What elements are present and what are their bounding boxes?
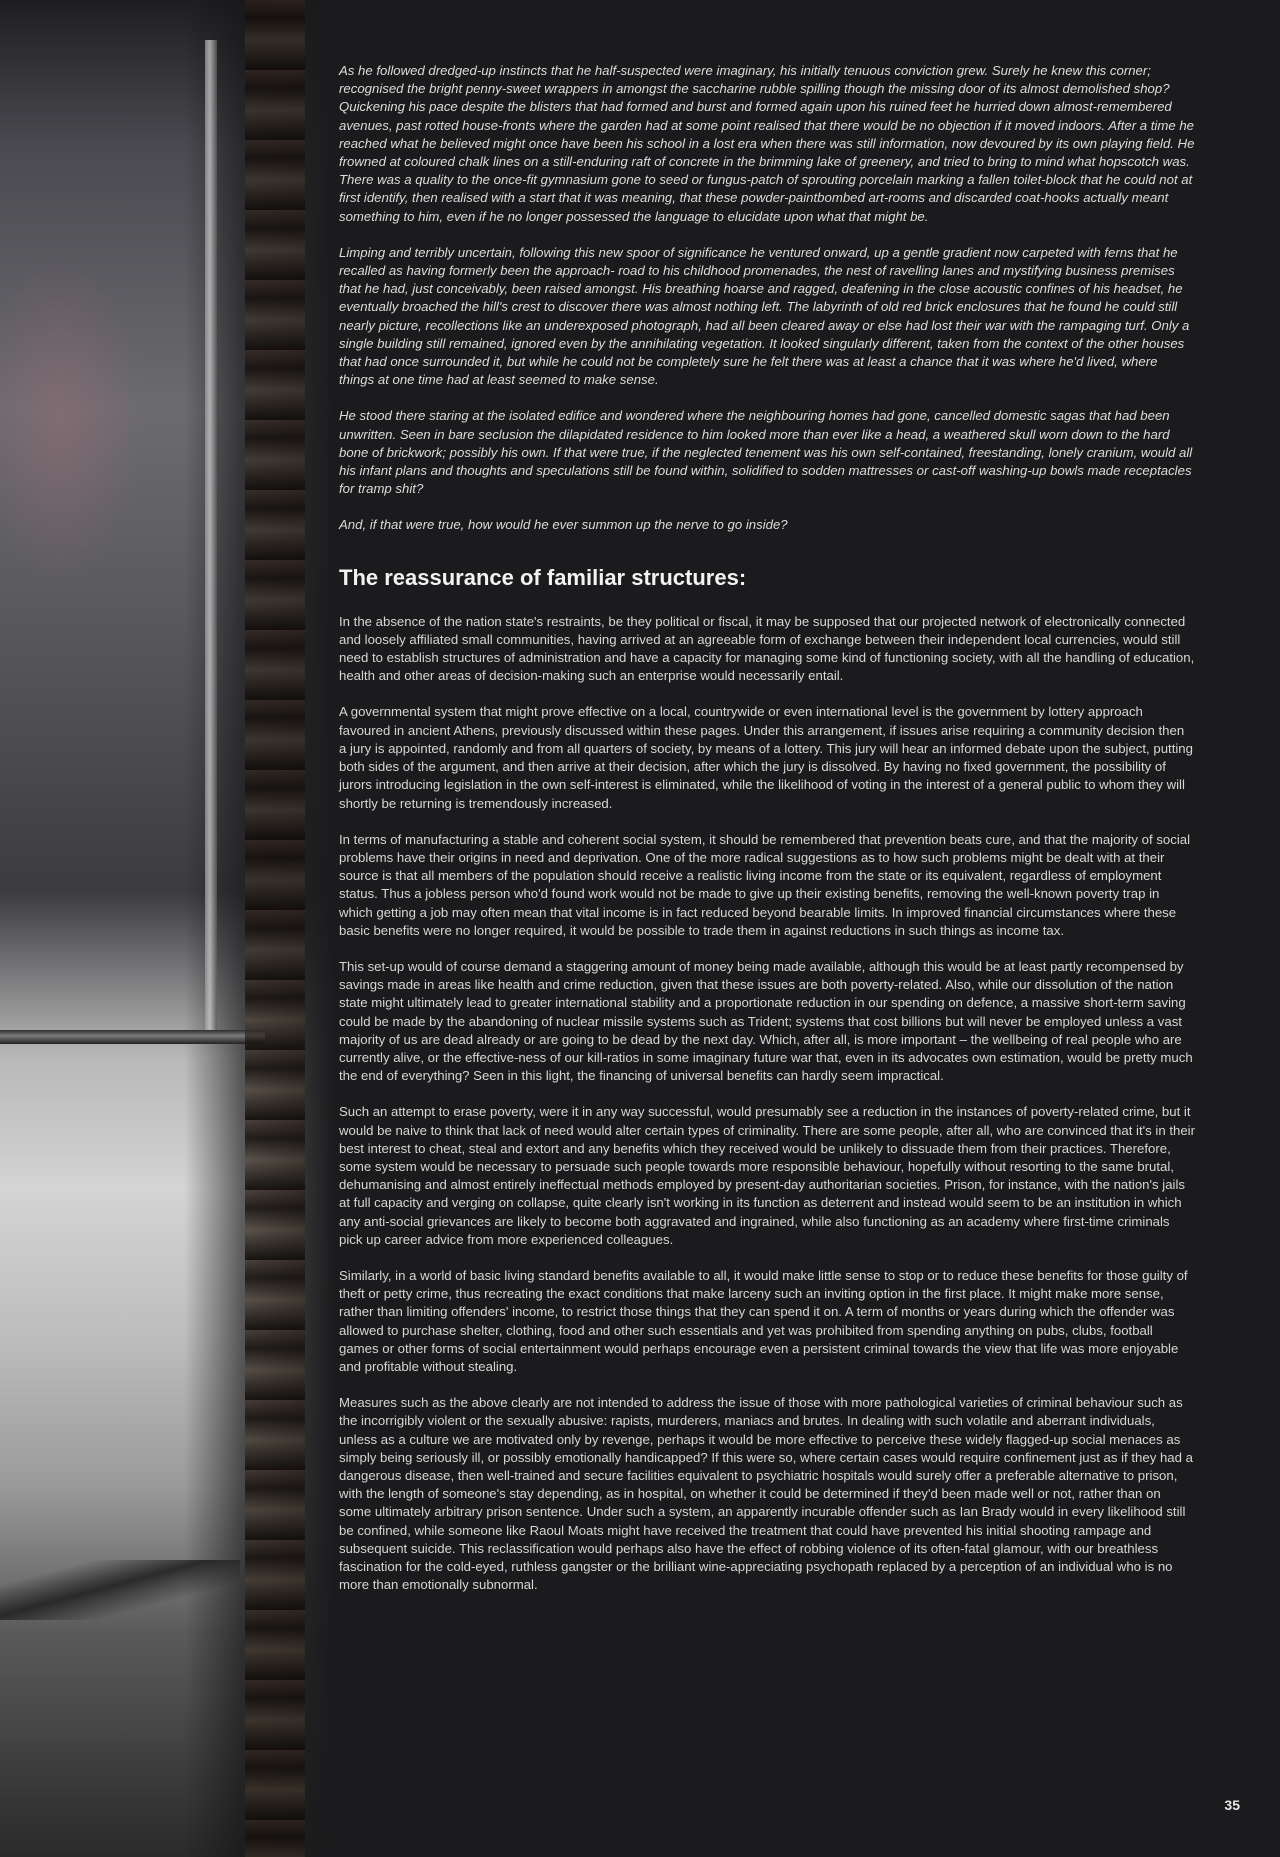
body-paragraph: In terms of manufacturing a stable and coherent social system, it should be remembered that prevention beats cure, and that the majority of social problems have their origins in need and deprivation. One of the more radical suggestions as to how such problems might be dealt with at their source is that all members of the population should receive a realistic living income from the state or its equivalent, regardless of employment status. Thus a jobless person who'd found work would not be made to give up their existing benefits, removing the well-known poverty trap in which getting a job may often mean that vital income is in fact reduced beyond bearable limits. In improved financial circumstances where these basic benefits were no longer required, it would be possible to trade them in against reductions in such things as income tax. [339, 831, 1191, 938]
intro-paragraph: He stood there staring at the isolated edifice and wondered where the neighbouring homes had gone, cancelled domestic sagas that had been unwritten. Seen in bare seclusion the dilapidated residence to him looked more than ever like a head, a weathered skull worn down to the hard bone of brickwork; possibly his own. If that were true, if the neglected tenement was his own self-contained, freestanding, lonely cranium, would all his infant plans and thoughts and speculations still be found within, solidified to sodden mattresses or cast-off washing-up bowls made receptacles for tramp shit? [339, 408, 1193, 497]
photo-grime-edge [245, 0, 305, 1857]
body-paragraph: Similarly, in a world of basic living standard benefits available to all, it would make little sense to stop or to reduce these benefits for those guilty of theft or petty crime, thus recreating the exact conditions that make larceny such an inviting option in the first place. It might make more sense, rather than limiting offenders' income, to restrict those things that they can spend it on. A term of months or years during which the offender was allowed to purchase shelter, clothing, food and other such essentials and yet was prohibited from spending anything on pubs, clubs, football games or other forms of social entertainment would perhaps encourage even a persistent criminal towards the view that life was more enjoyable and profitable without stealing. [339, 1267, 1188, 1374]
intro-paragraph: Limping and terribly uncertain, following this new spoor of significance he ventured onward, up a gentle gradient now carpeted with ferns that he recalled as having formerly been the approach- road to his childhood promenades, the nest of ravelling lanes and mystifying business premises that he had, just conceivably, been raised amongst. His breathing hoarse and ragged, deafening in the close acoustic confines of his headset, he eventually broached the hill's crest to discover there was almost nothing left. The labyrinth of old red brick enclosures that he found he could still nearly picture, recollections like an underexposed photograph, had all been cleared away or else had lost their war with the rampaging turf. Only a single building still remained, ignored even by the annihilating vegetation. It looked singularly different, taken from the context of the other houses that had once surrounded it, but while he could not be completely sure he felt there was at least a chance that it was where he'd lived, where things at one time had at least seemed to make sense. [339, 244, 1190, 388]
essay-body [339, 613, 1195, 1595]
body-paragraph: Measures such as the above clearly are not intended to address the issue of those with more pathological varieties of criminal behaviour such as the incorrigibly violent or the sexually abusive: rapists, murderers, maniacs and brutes. In dealing with such volatile and aberrant individuals, unless as a culture we are motivated only by revenge, perhaps it would be more effective to perceive these widely flagged-up social menaces as simply being seriously ill, or possibly emotionally handicapped? If this were so, where certain cases would require confinement just as if they had a dangerous disease, then well-trained and secure facilities equivalent to psychiatric hospitals would surely offer a preferable alternative to prison, with the length of someone's stay depending, as in hospital, on whether it could be determined if they'd been made well or not, rather than on some ultimately arbitrary prison sentence. Under such a system, an apparently incurable offender such as Ian Brady would in every likelihood still be confined, while someone like Raoul Moats might have received the treatment that could have prevented his initial shooting rampage and subsequent suicide. This reclassification would perhaps also have the effect of robbing violence of its often-fatal glamour, with our breathless fascination for the cold-eyed, ruthless gangster or the brilliant wine-appreciating psychopath replaced by a perception of an individual who is no more than emotionally subnormal. [339, 1395, 1193, 1593]
article-column [339, 62, 1195, 1612]
section-heading: The reassurance of familiar structures: [339, 564, 747, 590]
body-paragraph: This set-up would of course demand a staggering amount of money being made available, although this would be at least partly recompensed by savings made in areas like health and crime reduction, given that these issues are both poverty-related. Also, while our dissolution of the nation state might ultimately lead to greater international stability and a proportionate reduction in our spending on defence, a massive short-term saving could be made by the abandoning of nuclear missile systems such as Trident; systems that cost billions but will never be employed unless a vast majority of us are dead already or are going to be dead by the next day. Which, after all, is more important – the wellbeing of real people who are currently alive, or the effective-ness of our kill-ratios in some imaginary future war that, even in its advocates own estimation, would be pretty much the end of everything? Seen in this light, the financing of universal benefits can hardly seem impractical. [339, 958, 1193, 1084]
body-paragraph: Such an attempt to erase poverty, were it in any way successful, would presumably see a reduction in the instances of poverty-related crime, but it would be naive to think that lack of need would alter certain types of criminality. There are some people, after all, who are convinced that it's in their best interest to cheat, steal and extort and any benefits which they received would be unlikely to dissuade them from their practices. Therefore, some system would be necessary to persuade such people towards more responsible behaviour, hopefully without resorting to the same brutal, dehumanising and almost entirely ineffectual methods employed by present-day authoritarian societies. Prison, for instance, with the nation's jails at full capacity and verging on collapse, quite clearly isn't working in its function as deterrent and instead would seem to be an institution in which any anti-social grievances are likely to become both aggravated and ingrained, while also functioning as an academy where first-time criminals pick up career advice from more experienced colleagues. [339, 1104, 1196, 1247]
page-number: 35 [1224, 1797, 1240, 1813]
photo-door-frame [205, 40, 217, 1040]
photo-ledge [0, 1030, 265, 1044]
body-paragraph: In the absence of the nation state's restraints, be they political or fiscal, it may be supposed that our projected network of electronically connected and loosely affiliated small communities, having arrived at an agreeable form of exchange between their independent local currencies, would still need to establish structures of administration and have a capacity for managing some kind of functioning society, with all the handling of education, health and other areas of decision-making such an enterprise would necessarily entail. [339, 613, 1195, 684]
intro-paragraph: And, if that were true, how would he ever summon up the nerve to go inside? [339, 517, 788, 533]
fiction-excerpt [339, 62, 1195, 535]
photo-shadow [0, 1560, 240, 1620]
body-paragraph: A governmental system that might prove effective on a local, countrywide or even international level is the government by lottery approach favoured in ancient Athens, previously discussed within these pages. Under this arrangement, if issues arise requiring a community decision then a jury is appointed, randomly and from all quarters of society, by means of a lottery. This jury will hear an informed debate upon the subject, putting both sides of the argument, and then arrive at their decision, after which the jury is dissolved. By having no fixed government, the possibility of jurors introducing legislation in the own self-interest is eliminated, while the likelihood of voting in the interest of a general public to whom they will shortly be returning is tremendously increased. [339, 704, 1193, 811]
side-photograph [0, 0, 335, 1857]
intro-paragraph: As he followed dredged-up instincts that he half-suspected were imaginary, his initially tenuous conviction grew. Surely he knew this corner; recognised the bright penny-sweet wrappers in amongst the saccharine rubble spilling though the missing door of its almost demolished shop? Quickening his pace despite the blisters that had formed and burst and formed again upon his ruined feet he hurried down almost-remembered avenues, past rotted house-fronts where the garden had at some point realised that there would be no objection if it moved indoors. After a time he reached what he believed might once have been his school in a lost era when there was still information, now devoured by its own playing field. He frowned at coloured chalk lines on a still-enduring raft of concrete in the brimming lake of greenery, and tried to bring to mind what hopscotch was. There was a quality to the once-fit gymnasium gone to seed or fungus-patch of sprouting porcelain marking a fallen toilet-block that he could not at first identify, then realised with a start that it was meaning, that these powder-paintbombed art-rooms and discarded coat-hooks actually meant something to him, even if he no longer possessed the language to elucidate upon what that might be. [339, 63, 1195, 224]
